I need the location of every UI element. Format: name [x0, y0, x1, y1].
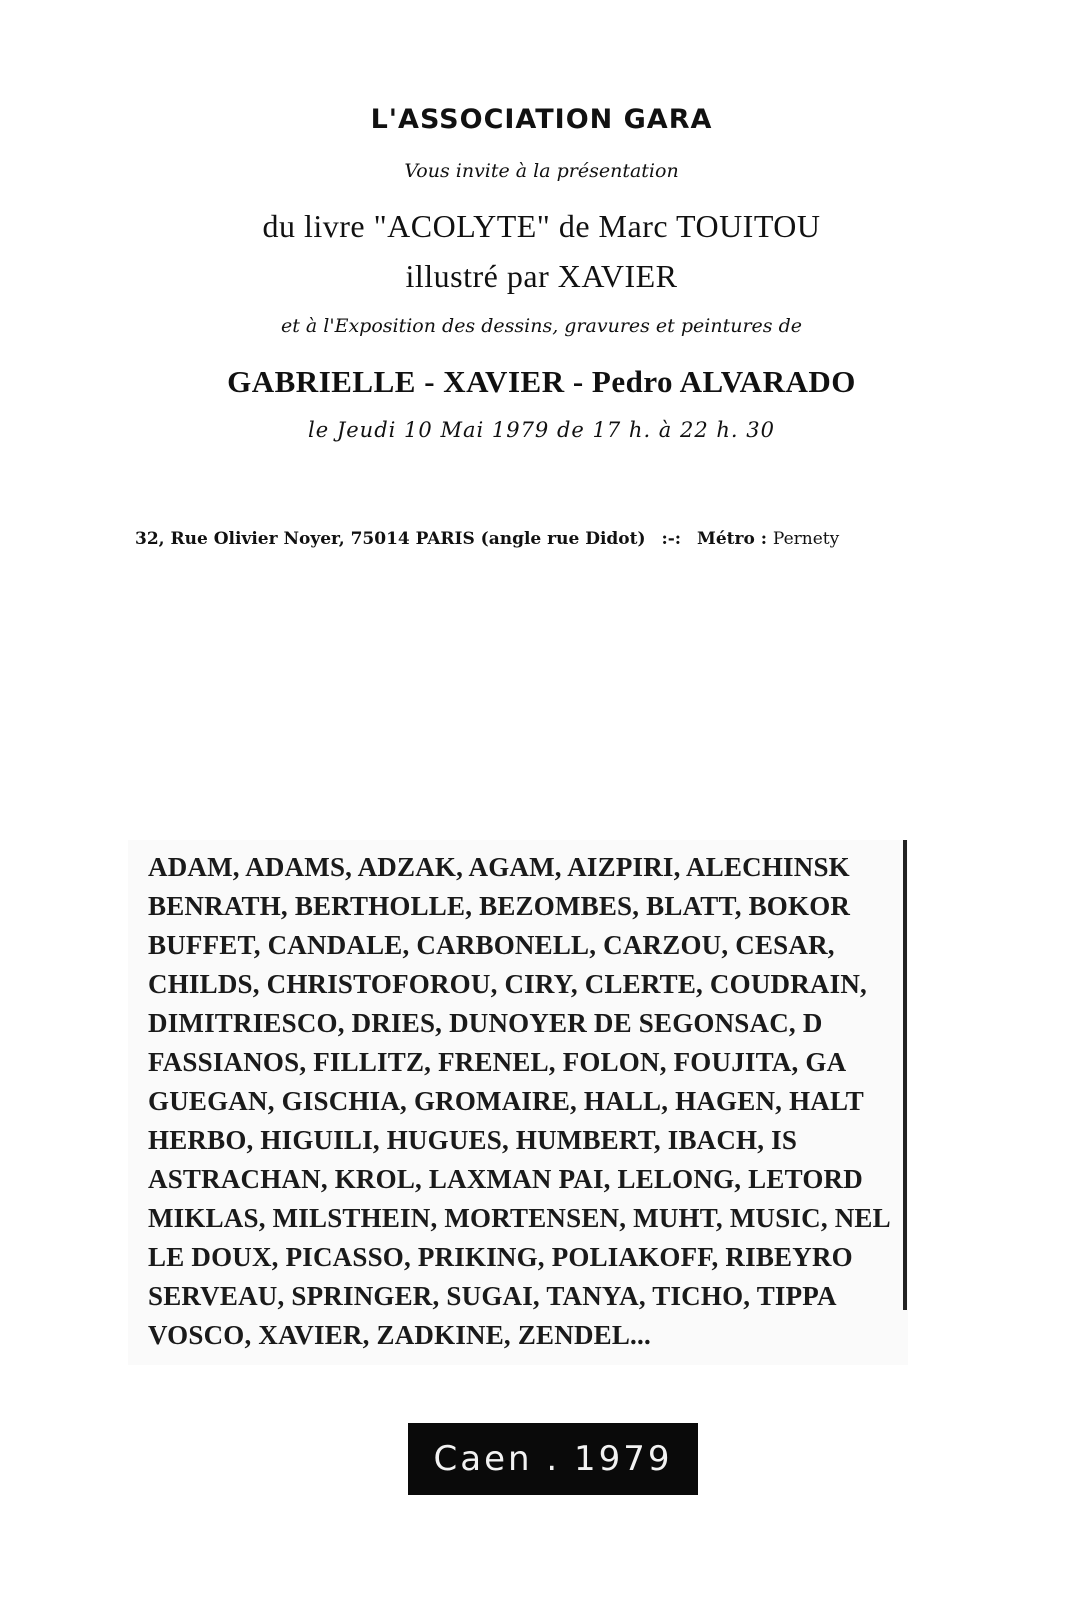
artist-names-line: VOSCO, XAVIER, ZADKINE, ZENDEL... [148, 1320, 651, 1350]
artist-names-line: DIMITRIESCO, DRIES, DUNOYER DE SEGONSAC, D [148, 1008, 823, 1038]
featured-artists: GABRIELLE - XAVIER - Pedro ALVARADO [227, 364, 856, 399]
artist-names-line: BENRATH, BERTHOLLE, BEZOMBES, BLATT, BOKOR [148, 891, 851, 921]
artist-names-line: LE DOUX, PICASSO, PRIKING, POLIAKOFF, RIBEYRO [148, 1242, 853, 1272]
metro-label: Métro : [697, 529, 767, 549]
illustrator-line: illustré par XAVIER [405, 258, 678, 294]
artist-names-list [148, 848, 908, 1355]
artist-names-line: SERVEAU, SPRINGER, SUGAI, TANYA, TICHO, TIPPA [148, 1281, 837, 1311]
artist-names-panel [128, 840, 908, 1365]
panel-edge-divider [903, 840, 907, 1310]
book-line: du livre "ACOLYTE" de Marc TOUITOU [262, 208, 821, 244]
metro-station: Pernety [772, 529, 840, 549]
venue-address [135, 529, 895, 549]
invite-text: Vous invite à la présentation [404, 160, 679, 182]
artist-names-line: ADAM, ADAMS, ADZAK, AGAM, AIZPIRI, ALECHINSK [148, 852, 850, 882]
address-separator: :-: [661, 529, 682, 549]
artist-names-line: HERBO, HIGUILI, HUGUES, HUMBERT, IBACH, IS [148, 1125, 798, 1155]
artist-names-line: MIKLAS, MILSTHEIN, MORTENSEN, MUHT, MUSIC, NEL [148, 1203, 891, 1233]
exhibition-line: et à l'Exposition des dessins, gravures et peintures de [281, 315, 802, 337]
artist-names-line: BUFFET, CANDALE, CARBONELL, CARZOU, CESAR, [148, 930, 835, 960]
artist-names-line: GUEGAN, GISCHIA, GROMAIRE, HALL, HAGEN, HALT [148, 1086, 864, 1116]
artist-names-line: CHILDS, CHRISTOFOROU, CIRY, CLERTE, COUDRAIN, [148, 969, 867, 999]
organization-title: L'ASSOCIATION GARA [370, 104, 713, 135]
artist-names-line: ASTRACHAN, KROL, LAXMAN PAI, LELONG, LETORD [148, 1164, 863, 1194]
street-address: 32, Rue Olivier Noyer, 75014 PARIS (angle rue Didot) [135, 529, 646, 549]
artist-names-line: FASSIANOS, FILLITZ, FRENEL, FOLON, FOUJITA, GA [148, 1047, 847, 1077]
caption-label: Caen . 1979 [408, 1423, 698, 1495]
event-date: le Jeudi 10 Mai 1979 de 17 h. à 22 h. 30 [308, 418, 775, 442]
invitation-card [0, 0, 1083, 600]
